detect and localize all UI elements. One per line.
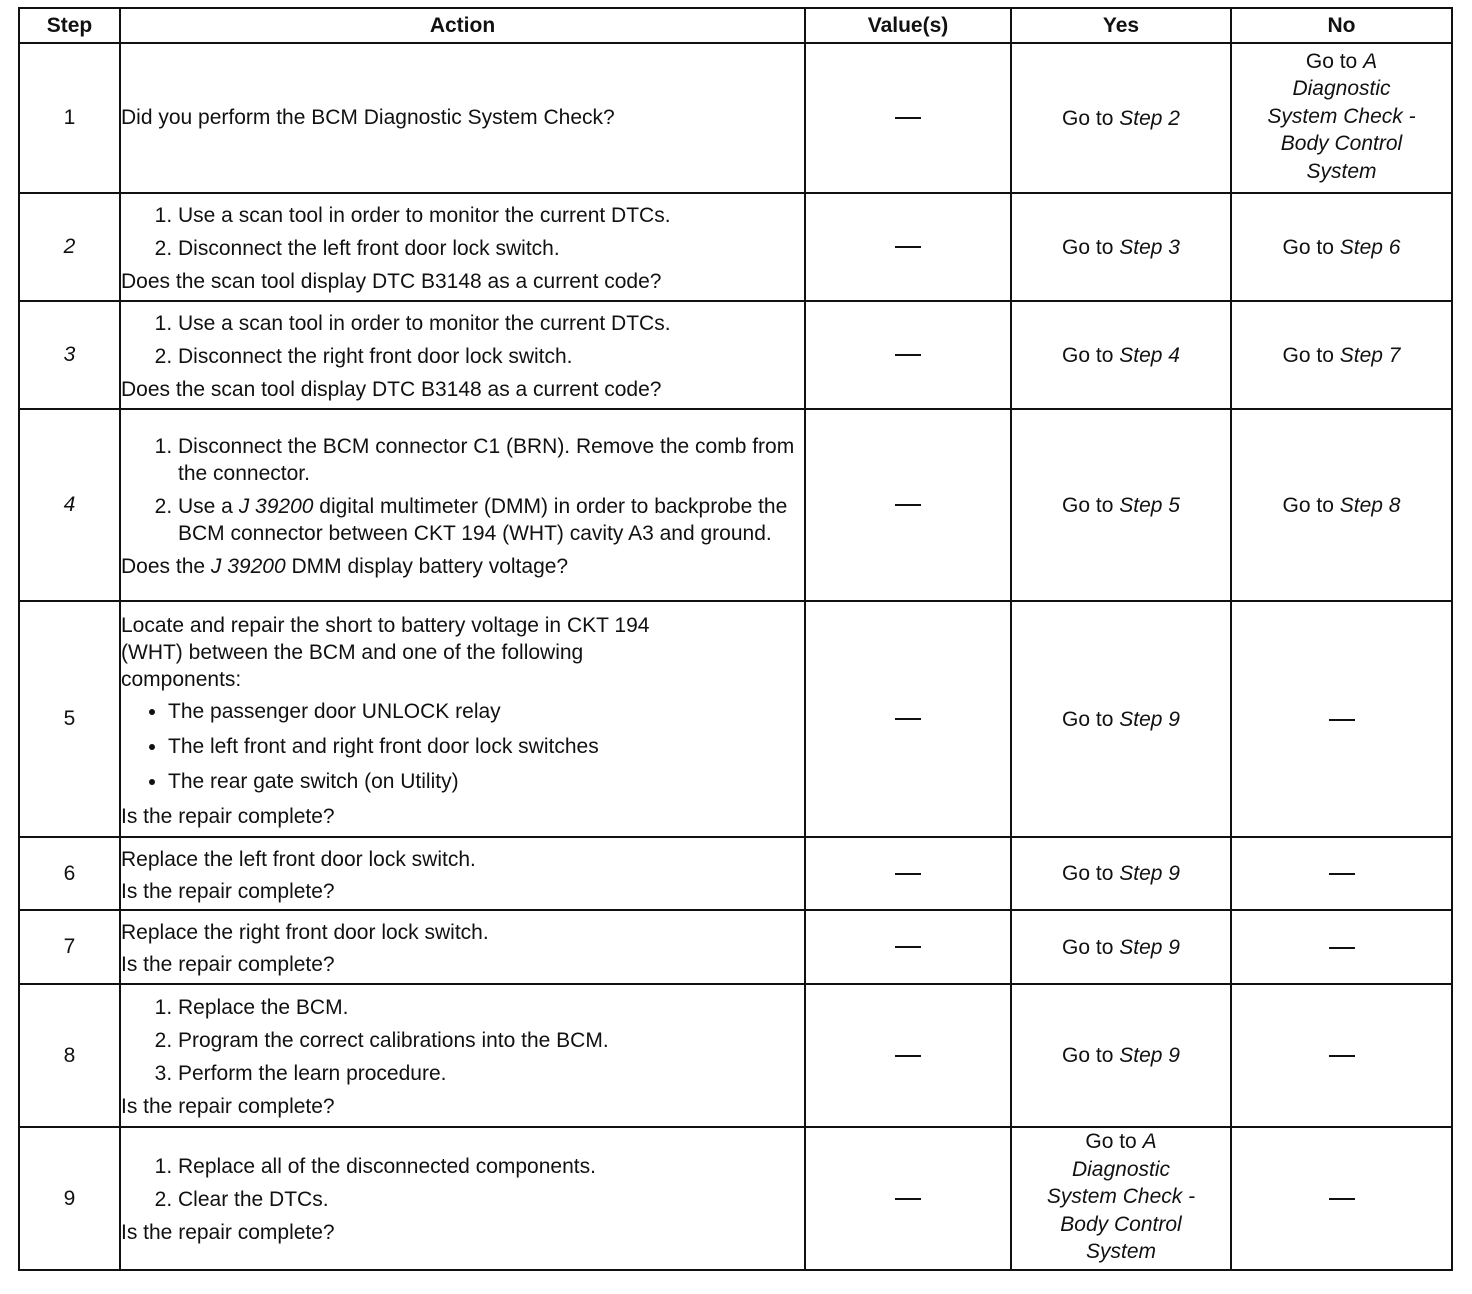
- action-step-item: 1. Replace the BCM.: [178, 994, 804, 1021]
- action-steps-list: [121, 994, 804, 1087]
- no-cell: [1231, 1127, 1452, 1270]
- step-cell: [19, 409, 120, 601]
- action-cell: [120, 193, 805, 301]
- yes-cell: [1011, 1127, 1231, 1270]
- goto-prefix: Go to: [1062, 1044, 1114, 1067]
- action-steps-list: [121, 433, 804, 547]
- no-cell: [1231, 409, 1452, 601]
- action-question: Is the repair complete?: [121, 804, 335, 828]
- ref-letter: A: [1142, 1130, 1157, 1154]
- step-number: 2: [63, 235, 76, 258]
- yes-cell: [1011, 837, 1231, 910]
- dash-mark: [1329, 719, 1355, 721]
- yes-step-ref[interactable]: Step 4: [1119, 343, 1180, 367]
- dash-mark: [1329, 1198, 1355, 1200]
- action-text: Replace the right front door lock switch.: [121, 921, 489, 944]
- header-row: [19, 8, 1452, 43]
- goto-prefix: Go to: [1282, 235, 1334, 259]
- step-cell: [19, 193, 120, 301]
- action-cell: [120, 984, 805, 1127]
- dash-mark: [1329, 873, 1355, 875]
- action-step-item: 1. Use a scan tool in order to monitor the current DTCs.: [178, 202, 804, 229]
- goto-prefix: Go to: [1062, 493, 1114, 517]
- yes-step-ref[interactable]: Step 9: [1119, 707, 1180, 731]
- no-cell: [1231, 601, 1452, 837]
- action-steps-list: [121, 310, 804, 370]
- table-row: [19, 301, 1452, 409]
- action-cell: [120, 301, 805, 409]
- step-cell: [19, 601, 120, 837]
- dash-mark: [1329, 1055, 1355, 1057]
- dash-mark: [895, 504, 921, 506]
- action-question: [121, 553, 804, 580]
- step-cell: [19, 301, 120, 409]
- value-cell: [805, 837, 1011, 910]
- table-row: [19, 193, 1452, 301]
- yes-step-ref[interactable]: Step 9: [1119, 862, 1180, 885]
- step-cell: [19, 1127, 120, 1270]
- action-step-item: 2. Disconnect the left front door lock switch.: [178, 235, 804, 262]
- goto-prefix: Go to: [1305, 49, 1358, 73]
- value-cell: [805, 1127, 1011, 1270]
- step-number: 4: [63, 493, 76, 516]
- goto-prefix: Go to: [1062, 862, 1114, 885]
- step-text: Use a: [178, 494, 233, 518]
- ref-line: Diagnostic: [1292, 77, 1391, 101]
- step-number: 9: [63, 1186, 76, 1210]
- dash-mark: [895, 946, 921, 948]
- header-step: Step: [19, 8, 120, 43]
- step-number: 6: [63, 861, 76, 885]
- ref-line: Body Control: [1060, 1212, 1182, 1236]
- dash-mark: [895, 117, 921, 119]
- table-row: [19, 409, 1452, 601]
- no-cell: [1231, 301, 1452, 409]
- ref-line: System Check -: [1046, 1185, 1196, 1209]
- header-yes: Yes: [1011, 8, 1231, 43]
- step-cell: [19, 43, 120, 193]
- action-step-item: [178, 493, 804, 547]
- table-row: [19, 837, 1452, 910]
- action-step-item: 1. Disconnect the BCM connector C1 (BRN). Remove the comb from the connector.: [178, 433, 804, 487]
- dash-mark: [895, 354, 921, 356]
- goto-prefix: Go to: [1062, 106, 1114, 130]
- ref-line: System: [1085, 1240, 1156, 1264]
- component-list: [121, 698, 804, 795]
- action-cell: [120, 601, 805, 837]
- table-row: [19, 601, 1452, 837]
- step-number: 5: [63, 707, 76, 730]
- table-row: [19, 43, 1452, 193]
- action-steps-list: [121, 202, 804, 262]
- ref-line: System Check -: [1267, 104, 1416, 128]
- tool-number: J 39200: [238, 494, 314, 518]
- value-cell: [805, 984, 1011, 1127]
- yes-cell: [1011, 43, 1231, 193]
- step-cell: [19, 910, 120, 984]
- ref-letter: A: [1363, 49, 1378, 73]
- dash-mark: [895, 718, 921, 720]
- goto-prefix: Go to: [1062, 343, 1114, 367]
- dash-mark: [895, 1055, 921, 1057]
- yes-step-ref[interactable]: Step 2: [1119, 106, 1180, 130]
- action-step-item: 2. Program the correct calibrations into the BCM.: [178, 1027, 804, 1054]
- no-cell: [1231, 193, 1452, 301]
- diagnostic-table: [18, 7, 1453, 1271]
- value-cell: [805, 910, 1011, 984]
- action-cell: [120, 910, 805, 984]
- value-cell: [805, 43, 1011, 193]
- tool-number: J 39200: [210, 554, 286, 578]
- yes-cell: [1011, 409, 1231, 601]
- ref-line: Diagnostic: [1071, 1157, 1171, 1181]
- action-text: Locate and repair the short to battery voltage in CKT 194 (WHT) between the BCM and one of the following components:: [121, 613, 650, 691]
- table-row: [19, 910, 1452, 984]
- value-cell: [805, 193, 1011, 301]
- action-question: Is the repair complete?: [121, 1094, 335, 1118]
- dash-mark: [895, 246, 921, 248]
- action-cell: [120, 409, 805, 601]
- dash-mark: [1329, 947, 1355, 949]
- yes-cell: [1011, 601, 1231, 837]
- ref-line: Body Control: [1280, 132, 1403, 156]
- yes-step-ref[interactable]: Step 3: [1119, 235, 1180, 259]
- dash-mark: [895, 873, 921, 875]
- action-step-item: 3. Perform the learn procedure.: [178, 1060, 804, 1087]
- action-cell: [120, 1127, 805, 1270]
- component-item: • The rear gate switch (on Utility): [168, 768, 804, 795]
- value-cell: [805, 409, 1011, 601]
- goto-prefix: Go to: [1062, 935, 1114, 959]
- yes-cell: [1011, 301, 1231, 409]
- yes-cell: [1011, 984, 1231, 1127]
- step-text: digital multimeter (DMM) in order to backprobe the BCM connector between CKT 194 (WHT) cavity A3 and ground.: [178, 494, 788, 545]
- header-no: No: [1231, 8, 1452, 43]
- yes-cell: [1011, 910, 1231, 984]
- goto-prefix: Go to: [1062, 707, 1114, 731]
- ref-line: System: [1306, 159, 1377, 183]
- action-question: Is the repair complete?: [121, 1221, 335, 1244]
- action-step-item: 1. Replace all of the disconnected components.: [178, 1153, 804, 1180]
- no-step-ref[interactable]: Step 6: [1339, 235, 1401, 259]
- action-text: Replace the left front door lock switch.: [121, 847, 476, 871]
- no-cell: [1231, 910, 1452, 984]
- action-step-item: 2. Disconnect the right front door lock switch.: [178, 343, 804, 370]
- action-step-item: 2. Clear the DTCs.: [178, 1186, 804, 1213]
- yes-cell: [1011, 193, 1231, 301]
- action-cell: [120, 837, 805, 910]
- action-question: Is the repair complete?: [121, 879, 335, 903]
- goto-prefix: Go to: [1282, 493, 1334, 517]
- yes-step-ref[interactable]: Step 5: [1119, 493, 1180, 517]
- table-row: [19, 1127, 1452, 1270]
- no-step-ref[interactable]: Step 7: [1339, 343, 1401, 367]
- no-cell: [1231, 43, 1452, 193]
- component-item: • The left front and right front door lock switches: [168, 733, 804, 760]
- header-values: Value(s): [805, 8, 1011, 43]
- step-number: 8: [63, 1043, 76, 1067]
- action-question: Is the repair complete?: [121, 953, 335, 976]
- step-cell: [19, 837, 120, 910]
- action-text: Did you perform the BCM Diagnostic System Check?: [121, 105, 615, 129]
- yes-step-ref[interactable]: Step 9: [1119, 1044, 1180, 1067]
- header-action: Action: [120, 8, 805, 43]
- yes-cross-reference[interactable]: [1047, 1128, 1195, 1266]
- action-question: Does the scan tool display DTC B3148 as a current code?: [121, 377, 662, 401]
- component-item: • The passenger door UNLOCK relay: [168, 698, 804, 725]
- no-cell: [1231, 984, 1452, 1127]
- no-cross-reference[interactable]: [1267, 48, 1415, 186]
- step-number: 7: [63, 935, 76, 958]
- no-step-ref[interactable]: Step 8: [1339, 493, 1401, 517]
- value-cell: [805, 601, 1011, 837]
- action-cell: [120, 43, 805, 193]
- goto-prefix: Go to: [1062, 235, 1114, 259]
- action-step-item: 1. Use a scan tool in order to monitor the current DTCs.: [178, 310, 804, 337]
- question-text: Does the: [121, 554, 206, 578]
- no-cell: [1231, 837, 1452, 910]
- question-text: DMM display battery voltage?: [291, 554, 569, 578]
- goto-prefix: Go to: [1085, 1130, 1137, 1154]
- value-cell: [805, 301, 1011, 409]
- step-cell: [19, 984, 120, 1127]
- goto-prefix: Go to: [1282, 343, 1334, 367]
- action-question: Does the scan tool display DTC B3148 as a current code?: [121, 269, 662, 293]
- step-number: 1: [63, 106, 76, 129]
- yes-step-ref[interactable]: Step 9: [1119, 935, 1180, 959]
- table-row: [19, 984, 1452, 1127]
- dash-mark: [895, 1198, 921, 1200]
- action-steps-list: [121, 1153, 804, 1213]
- step-number: 3: [63, 343, 76, 366]
